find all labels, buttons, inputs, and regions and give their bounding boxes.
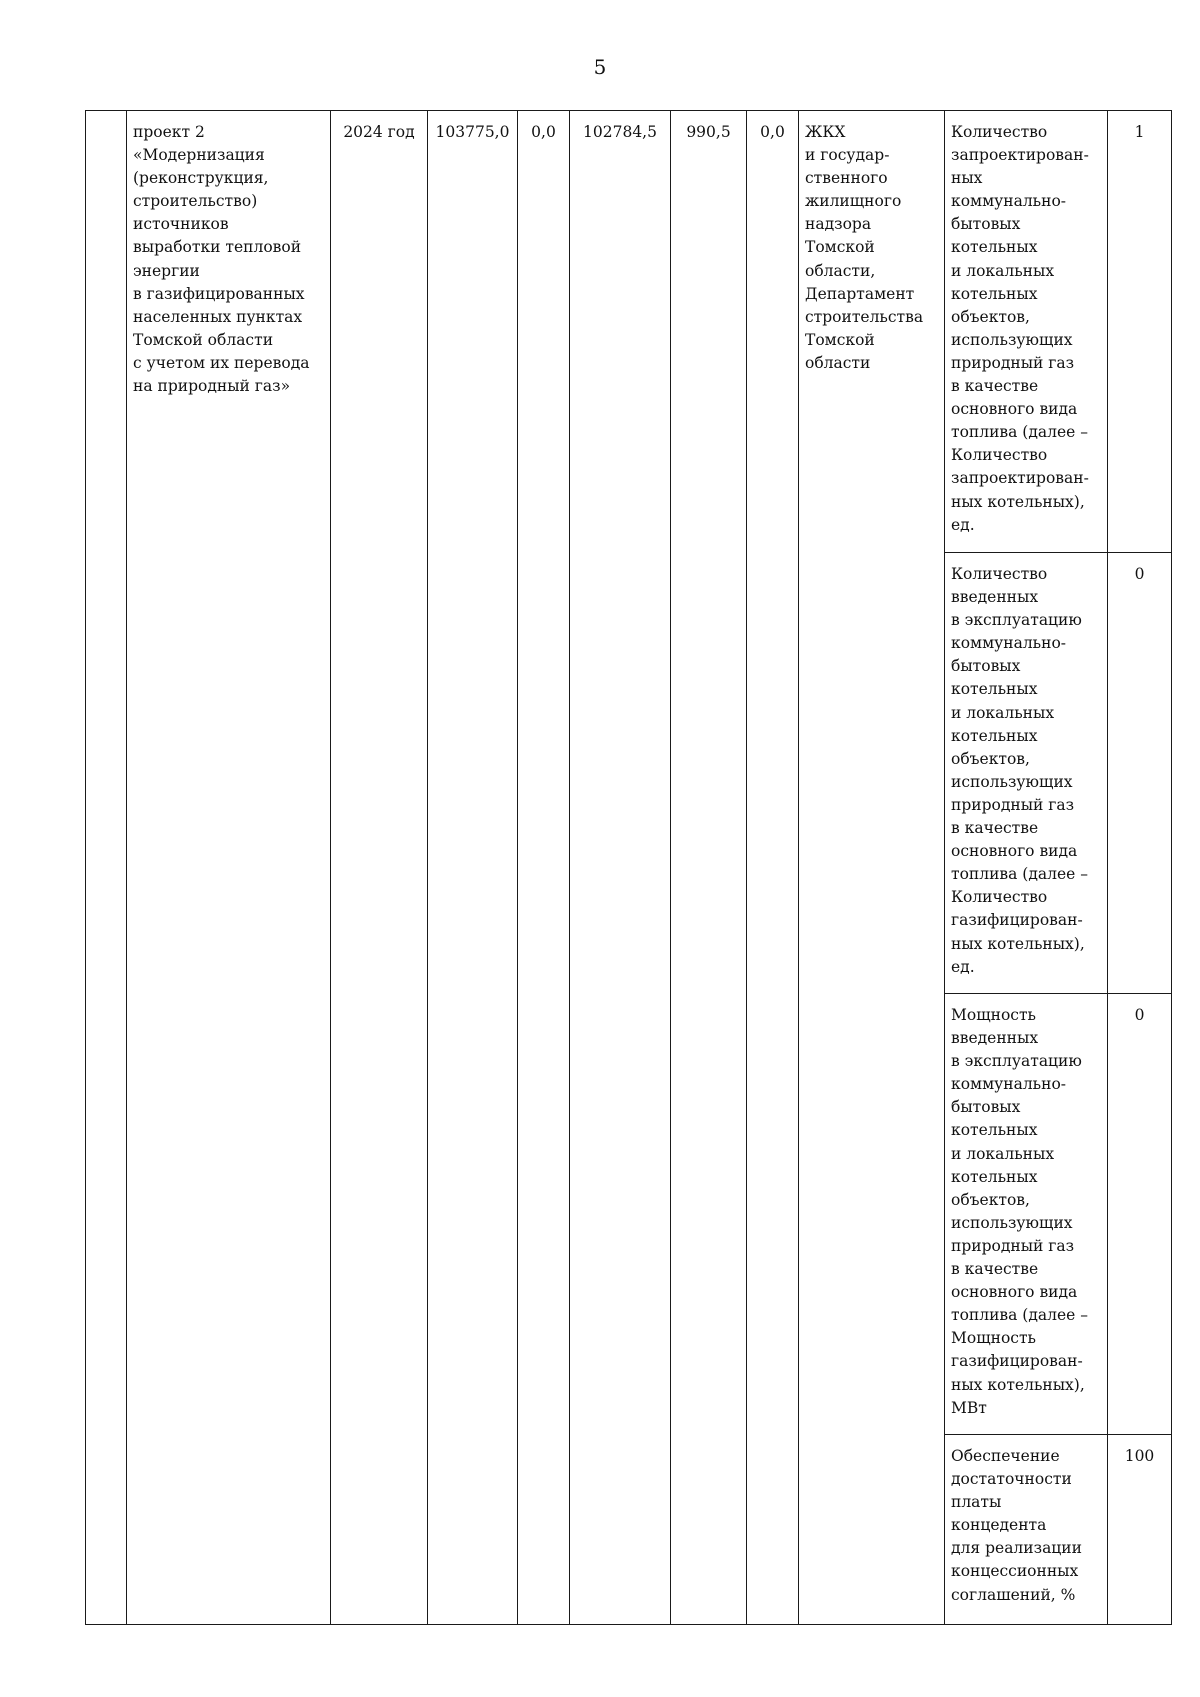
indicator-name-cell: Обеспечение достаточности платы концедента для реализации концессионных соглашений, % <box>945 1435 1108 1625</box>
indicator-value-cell: 0 <box>1108 553 1172 994</box>
year-cell: 2024 год <box>331 111 428 1625</box>
funding-col-c-cell: 990,5 <box>671 111 747 1625</box>
indicator-name-cell: Количество запроектирован- ных коммунально- бытовых котельных и локальных котельных объектов, использующих природный газ в качестве основного вида топлива (далее – Количество запроектирован- ных котельных), ед. <box>945 111 1108 553</box>
responsible-cell: ЖКХ и государ- ственного жилищного надзора Томской области, Департамент строительства Томской области <box>799 111 945 1625</box>
project-name-cell: проект 2 «Модернизация (реконструкция, строительство) источников выработки тепловой энергии в газифицированных населенных пунктах Томской области с учетом их перевода на природный газ» <box>127 111 331 1625</box>
indicator-value-cell: 100 <box>1108 1435 1172 1625</box>
page-number: 5 <box>593 55 607 79</box>
indicator-name-cell: Мощность введенных в эксплуатацию коммунально- бытовых котельных и локальных котельных объектов, использующих природный газ в качестве основного вида топлива (далее – Мощность газифицирован- ных котельных), МВт <box>945 994 1108 1435</box>
total-cell: 103775,0 <box>428 111 518 1625</box>
funding-col-b-cell: 102784,5 <box>570 111 671 1625</box>
program-table <box>85 110 1172 1625</box>
indicator-value-cell: 0 <box>1108 994 1172 1435</box>
funding-col-a-cell: 0,0 <box>518 111 570 1625</box>
funding-col-d-cell: 0,0 <box>747 111 799 1625</box>
indicator-name-cell: Количество введенных в эксплуатацию коммунально- бытовых котельных и локальных котельных объектов, использующих природный газ в качестве основного вида топлива (далее – Количество газифицирован- ных котельных), ед. <box>945 553 1108 994</box>
indicator-value-cell: 1 <box>1108 111 1172 553</box>
row-index-cell <box>86 111 127 1625</box>
table-row <box>86 111 1172 553</box>
